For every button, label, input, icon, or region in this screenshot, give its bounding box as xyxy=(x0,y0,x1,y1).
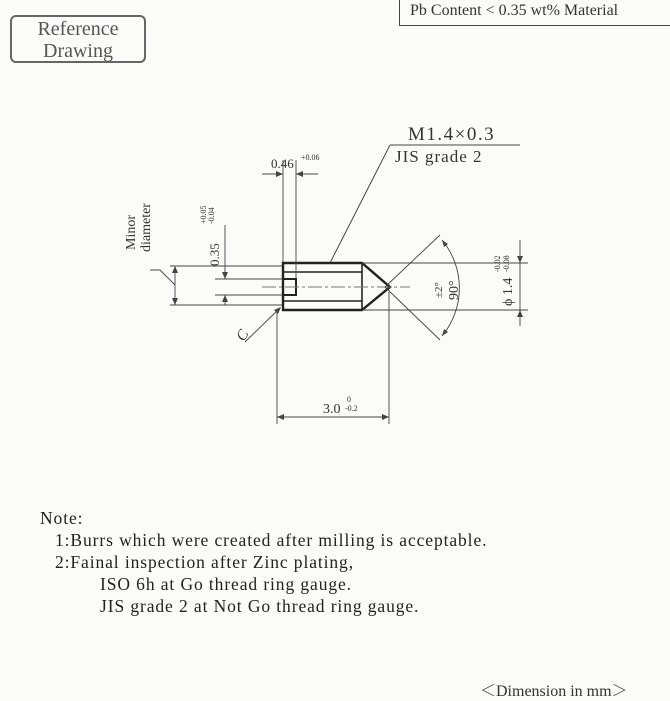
note-line-3: ISO 6h at Go thread ring gauge. xyxy=(100,574,352,594)
length-tol-upper: 0 xyxy=(347,395,351,404)
minor-dim-tol-upper: +0.05 xyxy=(199,205,208,224)
slot-width-value: 0.46 xyxy=(271,156,294,171)
drawing-label: Drawing xyxy=(43,40,113,62)
material-note: Pb Content < 0.35 wt% Material xyxy=(399,0,670,26)
minor-dim-value: 0.35 xyxy=(207,243,222,266)
screw-body xyxy=(283,263,390,310)
notes-title: Note: xyxy=(40,508,84,528)
minor-label-2: diameter xyxy=(139,203,154,252)
length-value: 3.0 xyxy=(323,402,341,417)
thread-grade-label: JIS grade 2 xyxy=(395,147,483,166)
slot-width-tolerance: +0.06 xyxy=(301,153,320,162)
length-tol-lower: -0.2 xyxy=(345,404,358,413)
note-line-1: 1:Burrs which were created after milling is acceptable. xyxy=(55,530,488,550)
slot-depth-dimension xyxy=(215,225,282,305)
slot-width-dimension xyxy=(262,160,318,278)
reference-label: Reference xyxy=(37,18,119,40)
chamfer-label: C xyxy=(233,327,253,344)
angle-tolerance: ±2° xyxy=(433,282,445,298)
major-dim-tol-lower: -0.08 xyxy=(502,255,511,272)
angle-value: 90° xyxy=(447,280,462,300)
note-line-4: JIS grade 2 at Not Go thread ring gauge. xyxy=(100,596,420,616)
major-dim-tol-upper: -0.02 xyxy=(493,255,502,272)
thread-spec-label: M1.4×0.3 xyxy=(408,124,496,145)
minor-dim-tol-lower: -0.04 xyxy=(207,207,216,224)
minor-label-1: Minor xyxy=(124,215,139,250)
dimension-unit-note: ＜Dimension in mm＞ xyxy=(480,683,628,700)
major-dim-value: ϕ 1.4 xyxy=(501,277,516,306)
note-line-2: 2:Fainal inspection after Zinc plating, xyxy=(55,552,354,572)
minor-diameter-dimension xyxy=(150,266,282,305)
notes-block xyxy=(40,507,487,617)
